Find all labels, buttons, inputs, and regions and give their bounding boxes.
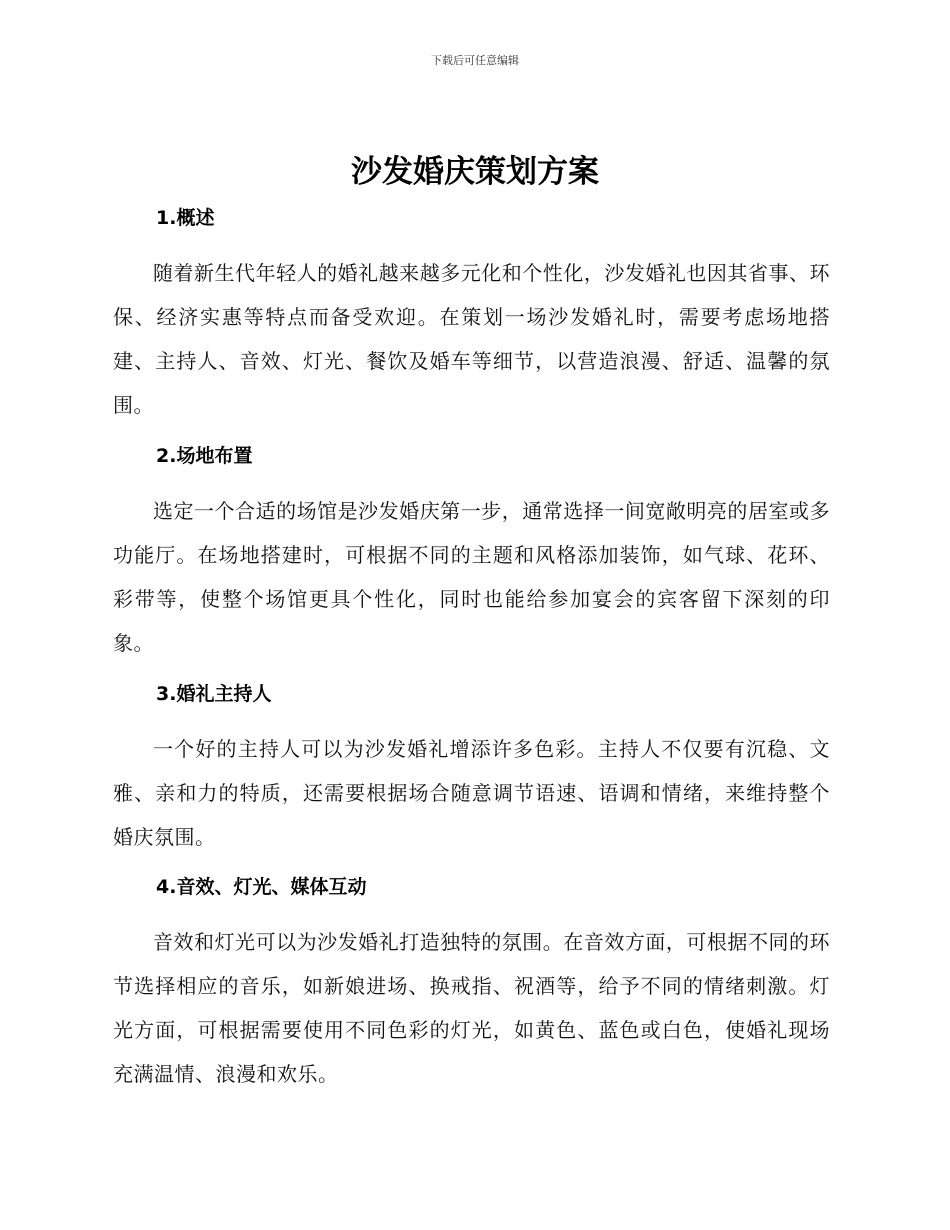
- section-paragraph-overview: 随着新生代年轻人的婚礼越来越多元化和个性化，沙发婚礼也因其省事、环保、经济实惠等特点而备受欢迎。在策划一场沙发婚礼时，需要考虑场地搭建、主持人、音效、灯光、餐饮及婚车等细节，以营造浪漫、舒适、温馨的氛围。: [113, 261, 830, 417]
- document-title: 沙发婚庆策划方案: [351, 154, 599, 190]
- section-paragraph-av-media: 音效和灯光可以为沙发婚礼打造独特的氛围。在音效方面，可根据不同的环节选择相应的音乐，如新娘进场、换戒指、祝酒等，给予不同的情绪刺激。灯光方面，可根据需要使用不同色彩的灯光，如黄色、蓝色或白色，使婚礼现场充满温情、浪漫和欢乐。: [113, 930, 830, 1086]
- section-heading-host: 3.婚礼主持人: [156, 683, 272, 705]
- section-heading-overview: 1.概述: [156, 207, 215, 229]
- header-note: 下载后可任意编辑: [431, 54, 519, 67]
- section-paragraph-venue: 选定一个合适的场馆是沙发婚庆第一步，通常选择一间宽敞明亮的居室或多功能厅。在场地搭建时，可根据不同的主题和风格添加装饰，如气球、花环、彩带等，使整个场馆更具个性化，同时也能给参加宴会的宾客留下深刻的印象。: [113, 499, 830, 655]
- section-heading-venue: 2.场地布置: [156, 445, 253, 467]
- section-heading-av-media: 4.音效、灯光、媒体互动: [156, 876, 367, 898]
- section-paragraph-host: 一个好的主持人可以为沙发婚礼增添许多色彩。主持人不仅要有沉稳、文雅、亲和力的特质，还需要根据场合随意调节语速、语调和情绪，来维持整个婚庆氛围。: [113, 737, 830, 849]
